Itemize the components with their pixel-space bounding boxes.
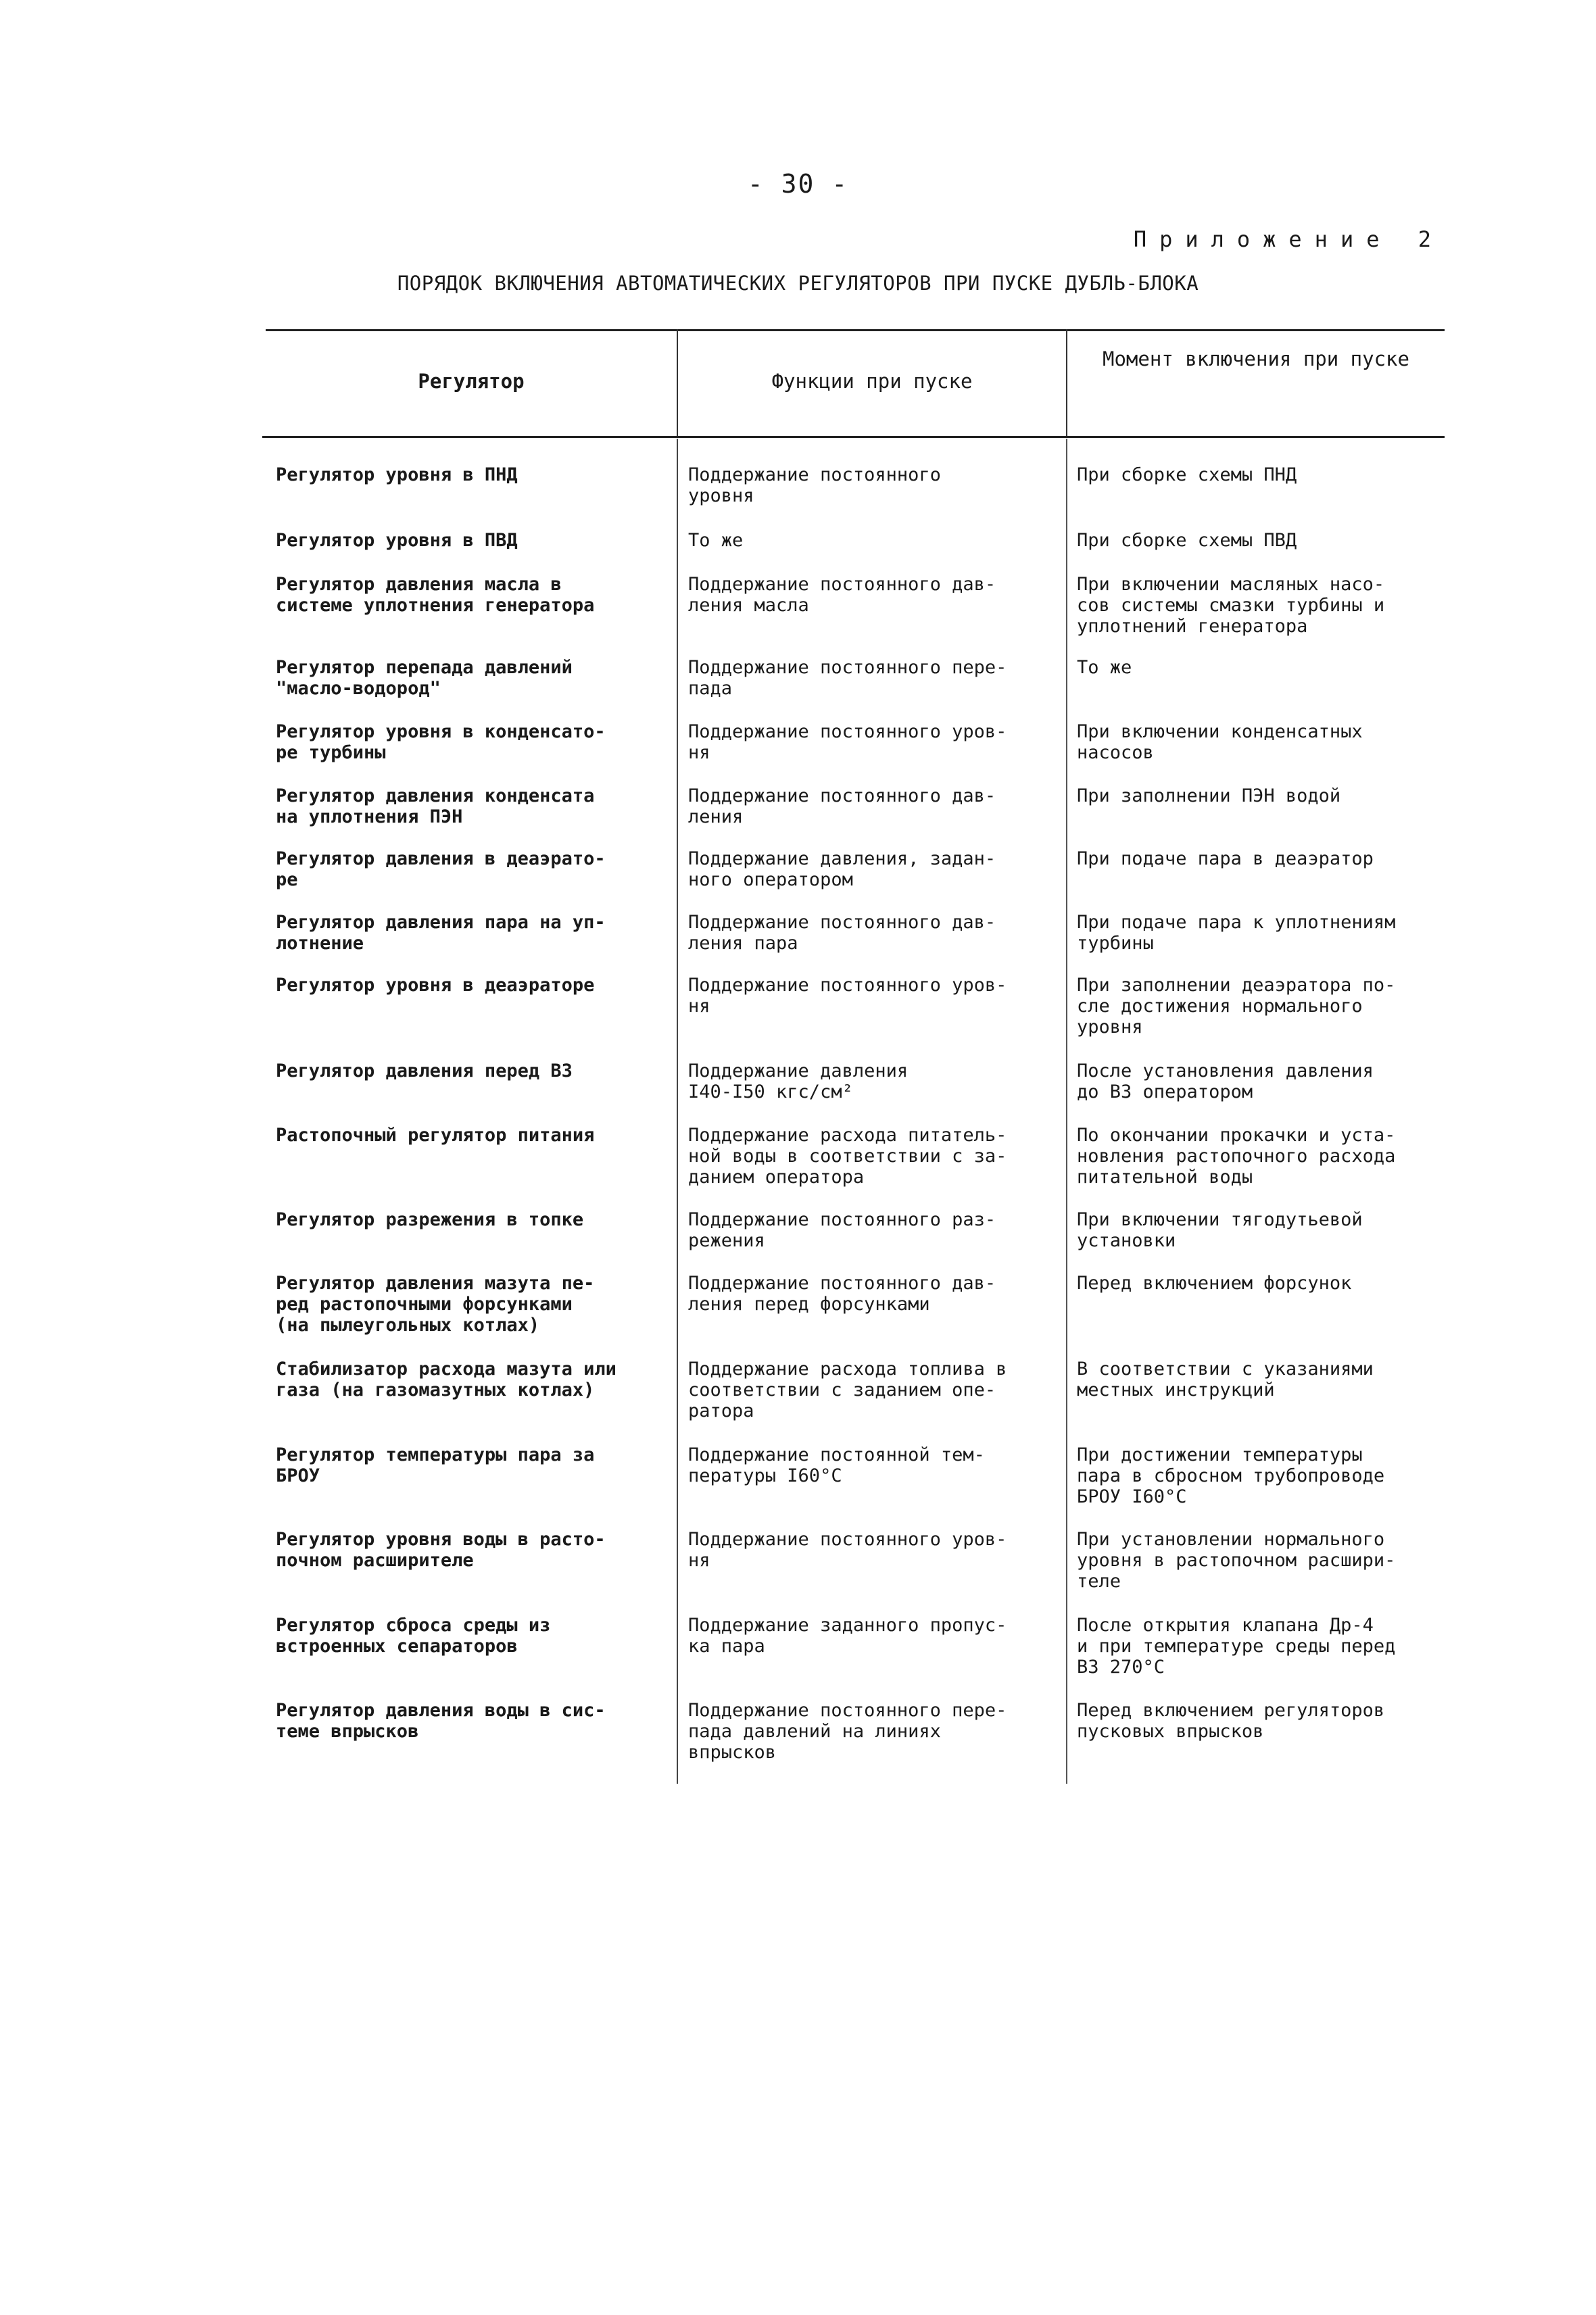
column-divider bbox=[1066, 329, 1067, 436]
function-cell: Поддержание расхода топлива в соответствии с заданием опе- ратора bbox=[688, 1359, 1007, 1421]
regulator-cell: Регулятор давления перед ВЗ bbox=[276, 1061, 573, 1081]
function-cell: Поддержание постоянного уров- ня bbox=[688, 1529, 1007, 1571]
function-cell: Поддержание постоянного пере- пада bbox=[688, 657, 1007, 699]
header-regulator: Регулятор bbox=[418, 370, 525, 393]
regulator-cell: Регулятор уровня в деаэраторе bbox=[276, 975, 595, 996]
moment-cell: При сборке схемы ПНД bbox=[1077, 464, 1297, 485]
moment-cell: После установления давления до ВЗ оператором bbox=[1077, 1061, 1374, 1102]
function-cell: Поддержание давления I40-I50 кгс/см² bbox=[688, 1061, 909, 1102]
moment-cell: То же bbox=[1077, 657, 1132, 678]
function-cell: Поддержание постоянного уров- ня bbox=[688, 721, 1007, 763]
moment-cell: При включении конденсатных насосов bbox=[1077, 721, 1363, 763]
moment-cell: При подаче пара к уплотнениям турбины bbox=[1077, 912, 1396, 954]
moment-cell: При заполнении деаэратора по- сле достижения нормального уровня bbox=[1077, 975, 1396, 1038]
table-top-rule bbox=[266, 329, 1445, 331]
moment-cell: По окончании прокачки и уста- новления растопочного расхода питательной воды bbox=[1077, 1125, 1396, 1188]
function-cell: Поддержание постоянного раз- режения bbox=[688, 1209, 996, 1251]
regulator-cell: Регулятор уровня в ПНД bbox=[276, 464, 518, 485]
moment-cell: При включении масляных насо- сов системы смазки турбины и уплотнений генератора bbox=[1077, 574, 1385, 637]
regulator-cell: Регулятор давления мазута пе- ред растопочными форсунками (на пылеугольных котлах) bbox=[276, 1273, 595, 1336]
table-header-rule bbox=[262, 436, 1445, 438]
header-function: Функции при пуске bbox=[771, 370, 973, 393]
regulator-cell: Регулятор давления масла в системе уплотнения генератора bbox=[276, 574, 595, 616]
column-divider bbox=[677, 439, 678, 1784]
regulator-cell: Регулятор давления конденсата на уплотнения ПЭН bbox=[276, 785, 595, 827]
regulator-cell: Регулятор сброса среды из встроенных сепараторов bbox=[276, 1615, 551, 1657]
regulator-cell: Регулятор давления воды в сис- теме впрысков bbox=[276, 1700, 606, 1742]
function-cell: Поддержание заданного пропус- ка пара bbox=[688, 1615, 1007, 1657]
regulator-cell: Регулятор уровня в конденсато- ре турбины bbox=[276, 721, 606, 763]
regulator-cell: Регулятор разрежения в топке bbox=[276, 1209, 584, 1230]
moment-cell: После открытия клапана Др-4 и при температуре среды перед ВЗ 270°С bbox=[1077, 1615, 1396, 1678]
moment-cell: При достижении температуры пара в сбросном трубопроводе БРОУ I60°С bbox=[1077, 1444, 1385, 1507]
regulator-cell: Регулятор температуры пара за БРОУ bbox=[276, 1444, 595, 1486]
moment-cell: В соответствии с указаниями местных инструкций bbox=[1077, 1359, 1374, 1400]
document-title: ПОРЯДОК ВКЛЮЧЕНИЯ АВТОМАТИЧЕСКИХ РЕГУЛЯТОРОВ ПРИ ПУСКЕ ДУБЛЬ-БЛОКА bbox=[397, 272, 1199, 295]
regulator-cell: Регулятор давления в деаэрато- ре bbox=[276, 848, 606, 890]
function-cell: Поддержание постоянного дав- ления перед форсунками bbox=[688, 1273, 996, 1315]
moment-cell: При установлении нормального уровня в растопочном расшири- теле bbox=[1077, 1529, 1396, 1592]
column-divider bbox=[1066, 439, 1067, 1784]
regulator-cell: Стабилизатор расхода мазута или газа (на газомазутных котлах) bbox=[276, 1359, 616, 1400]
regulator-cell: Регулятор давления пара на уп- лотнение bbox=[276, 912, 606, 954]
function-cell: Поддержание расхода питатель- ной воды в соответствии с за- данием оператора bbox=[688, 1125, 1007, 1188]
moment-cell: При сборке схемы ПВД bbox=[1077, 530, 1297, 551]
function-cell: Поддержание постоянного дав- ления масла bbox=[688, 574, 996, 616]
function-cell: То же bbox=[688, 530, 744, 551]
moment-cell: При заполнении ПЭН водой bbox=[1077, 785, 1341, 806]
function-cell: Поддержание давления, задан- ного оператором bbox=[688, 848, 996, 890]
regulator-cell: Регулятор уровня в ПВД bbox=[276, 530, 518, 551]
moment-cell: Перед включением форсунок bbox=[1077, 1273, 1352, 1294]
function-cell: Поддержание постоянного пере- пада давлений на линиях впрысков bbox=[688, 1700, 1007, 1763]
regulator-cell: Растопочный регулятор питания bbox=[276, 1125, 595, 1146]
header-moment: Момент включения при пуске bbox=[1103, 347, 1409, 370]
page-number: - 30 - bbox=[747, 169, 849, 199]
moment-cell: При включении тягодутьевой установки bbox=[1077, 1209, 1363, 1251]
function-cell: Поддержание постоянного уровня bbox=[688, 464, 941, 506]
regulator-cell: Регулятор перепада давлений "масло-водород" bbox=[276, 657, 573, 699]
moment-cell: Перед включением регуляторов пусковых впрысков bbox=[1077, 1700, 1385, 1742]
function-cell: Поддержание постоянной тем- пературы I60°С bbox=[688, 1444, 985, 1486]
function-cell: Поддержание постоянного дав- ления bbox=[688, 785, 996, 827]
regulator-cell: Регулятор уровня воды в расто- почном расширителе bbox=[276, 1529, 606, 1571]
moment-cell: При подаче пара в деаэратор bbox=[1077, 848, 1374, 869]
function-cell: Поддержание постоянного дав- ления пара bbox=[688, 912, 996, 954]
appendix-label: Приложение 2 bbox=[1133, 226, 1444, 252]
function-cell: Поддержание постоянного уров- ня bbox=[688, 975, 1007, 1017]
regulators-table bbox=[266, 329, 1445, 1789]
